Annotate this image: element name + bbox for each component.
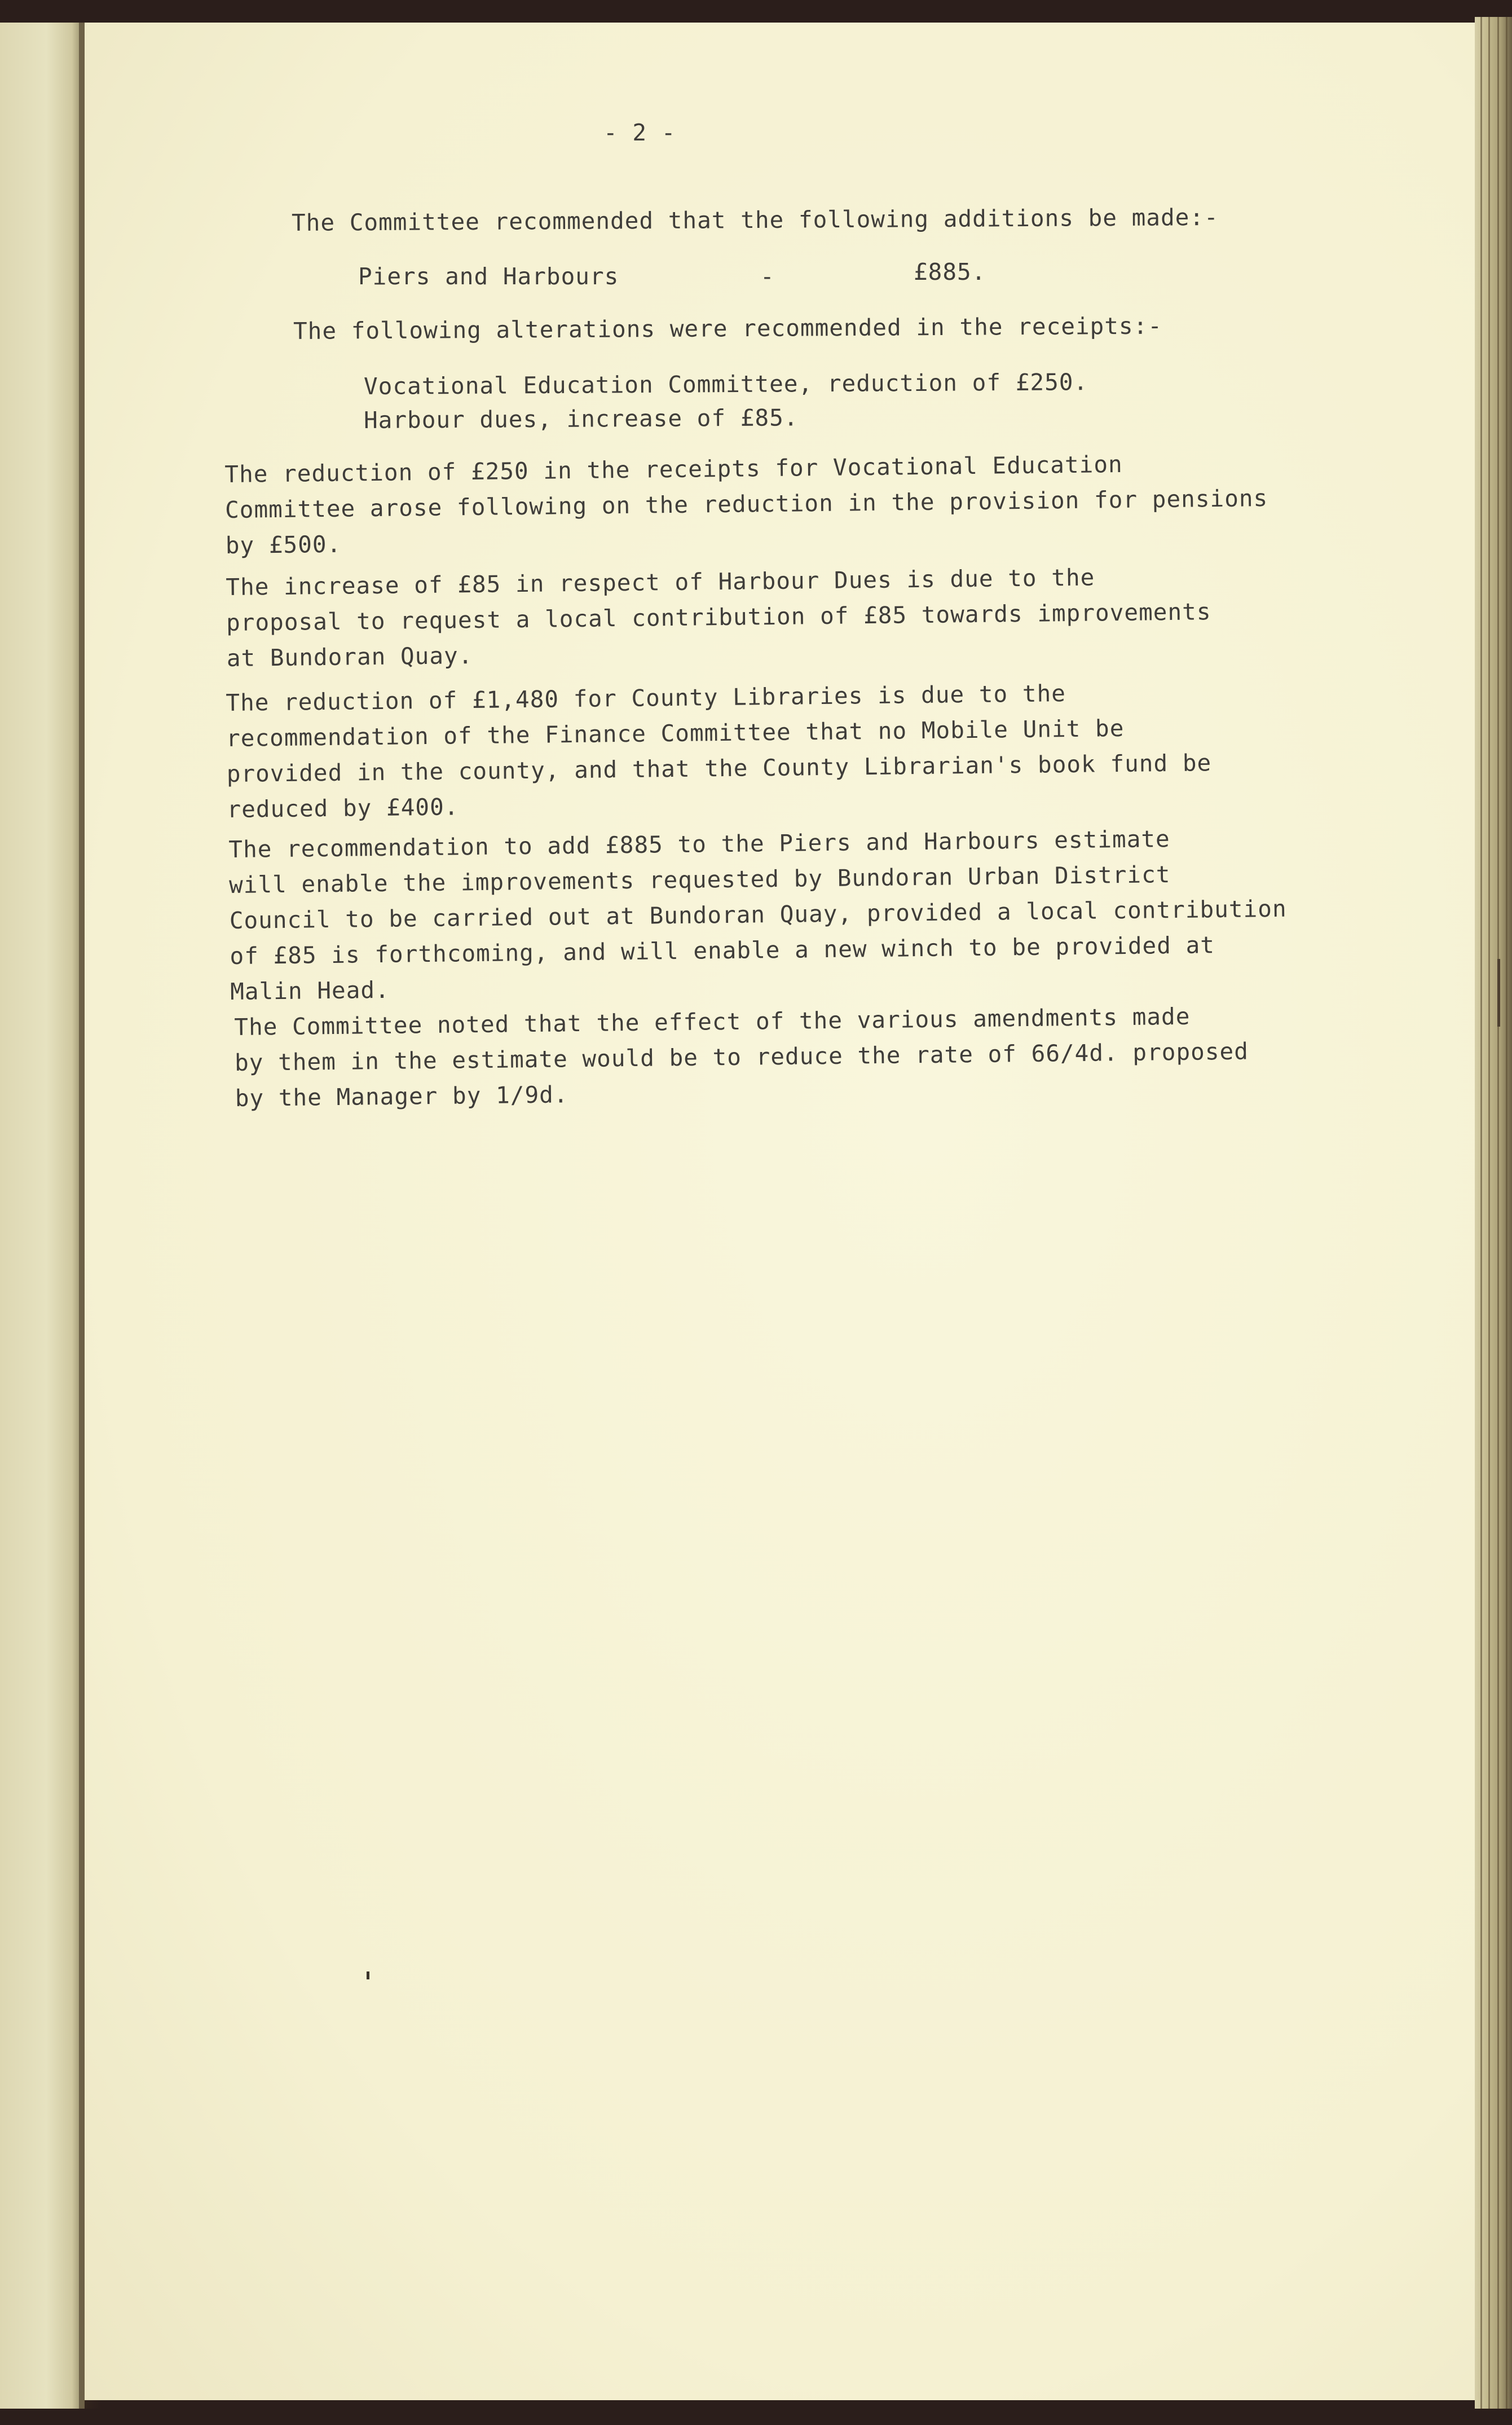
ink-speck	[367, 1971, 369, 1979]
addition-label: Piers and Harbours	[358, 263, 619, 290]
alterations-intro: The following alterations were recommended in the receipts:-	[293, 312, 1163, 345]
page-number: - 2 -	[603, 119, 676, 146]
alteration-item: Harbour dues, increase of £85.	[363, 404, 799, 434]
paragraph-county-libraries: The reduction of £1,480 for County Libraries is due to the recommendation of the Finance Committee that no Mobile Unit be provided in the county, and that the County Librarian's book fund be reduced by £400.	[226, 680, 1212, 823]
page-stack-edge	[1475, 17, 1512, 2409]
alteration-item: Vocational Education Committee, reduction of £250.	[363, 368, 1088, 400]
additions-intro: The Committee recommended that the following additions be made:-	[291, 203, 1219, 236]
page-edge-mark	[1497, 959, 1500, 1027]
paragraph-piers-harbours: The recommendation to add £885 to the Piers and Harbours estimate will enable the improvements requested by Bundoran Urban District Council to be carried out at Bundoran Quay, provided a local contribution of £85 is forthcoming, and will enable a new winch to be provided at Malin Head.	[228, 825, 1287, 1005]
paragraph-harbour-dues: The increase of £85 in respect of Harbour Dues is due to the proposal to request a local contribution of £85 towards improvements at Bundoran Quay.	[226, 564, 1211, 672]
paragraph-vec-reduction: The reduction of £250 in the receipts for Vocational Education Committee arose following on the reduction in the provision for pensions by £500.	[224, 450, 1268, 559]
addition-amount: £885.	[914, 258, 986, 285]
addition-dash: -	[760, 263, 775, 290]
previous-page-edge	[0, 23, 85, 2409]
paragraph-rate-effect: The Committee noted that the effect of the various amendments made by them in the estimate would be to reduce the rate of 66/4d. proposed by the Manager by 1/9d.	[234, 1002, 1249, 1112]
